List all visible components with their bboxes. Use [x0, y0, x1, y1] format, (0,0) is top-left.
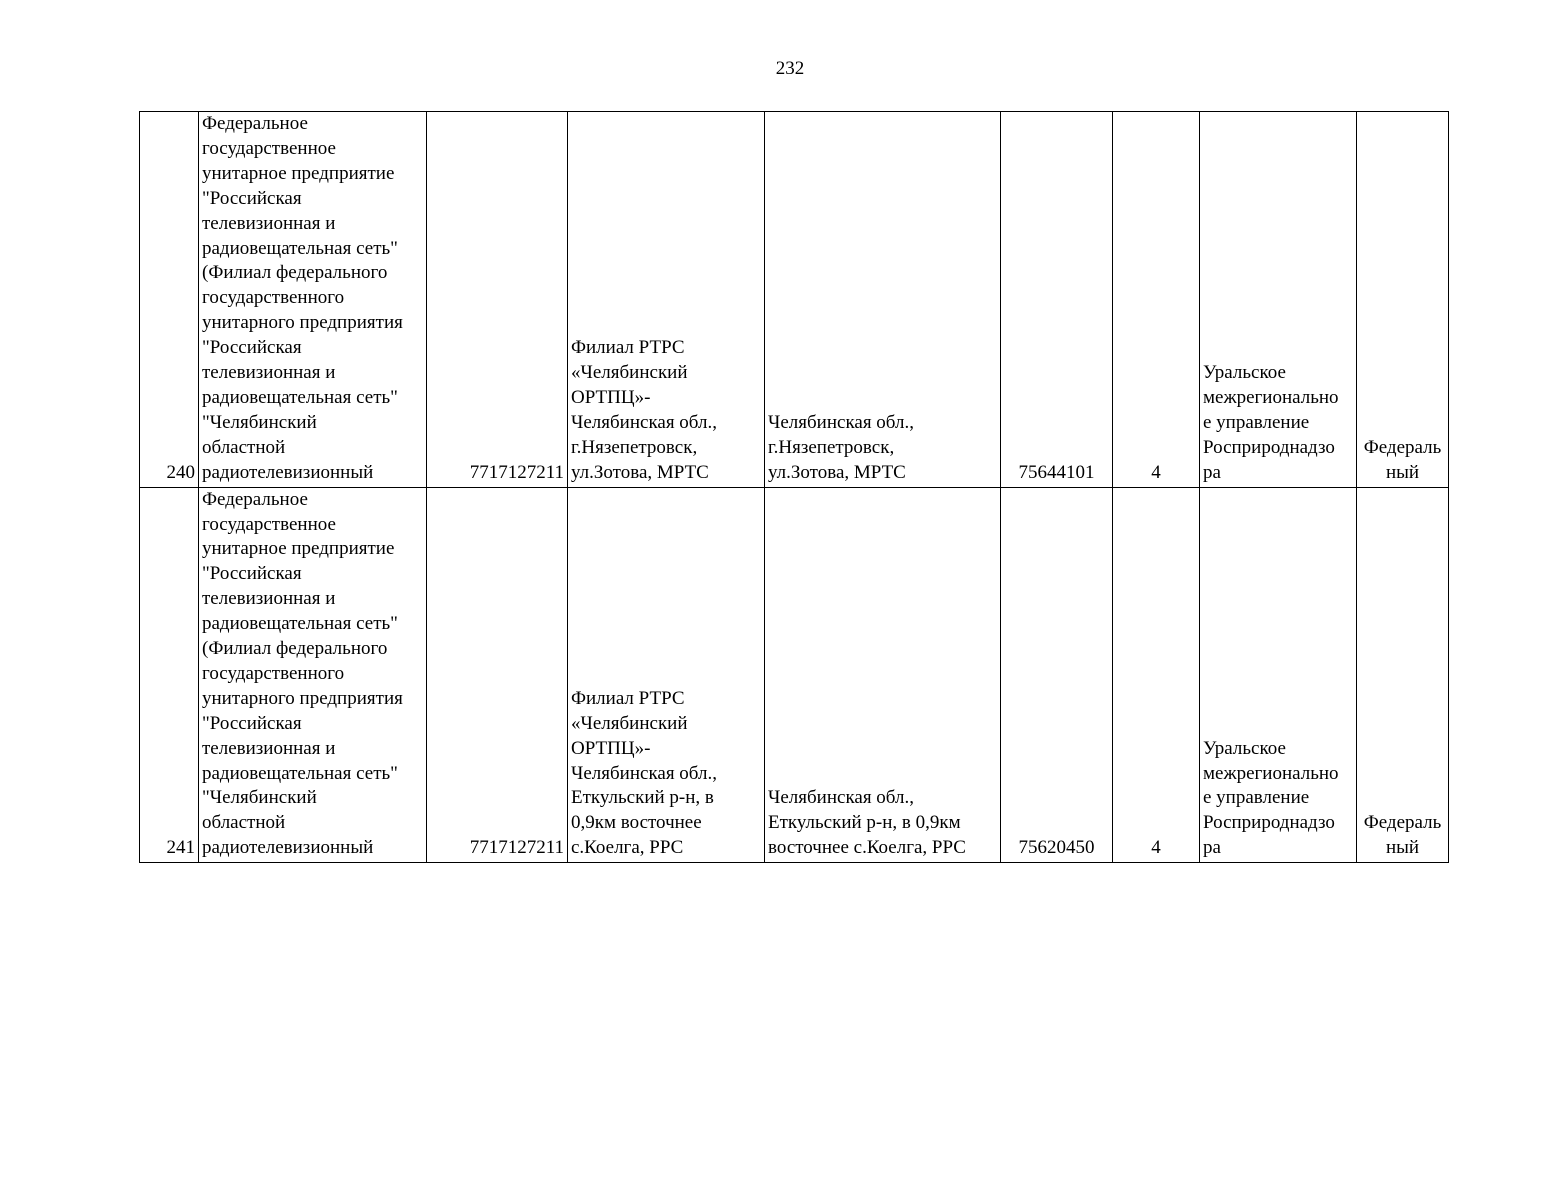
level-cell: Федераль ный [1357, 487, 1449, 863]
oktmo-cell: 75620450 [1001, 487, 1113, 863]
inn-cell: 7717127211 [427, 112, 568, 488]
page-number: 232 [775, 58, 805, 79]
organization-cell: Федеральное государственное унитарное предприятие "Российская телевизионная и радиовещательная сеть" (Филиал федерального государственного унитарного предприятия "Российская телевизионная и радиовещательная сеть" "Челябинский областной радиотелевизионный [199, 112, 427, 488]
authority-cell: Уральское межрегионально е управление Росприроднадзо ра [1200, 112, 1357, 488]
oktmo-cell: 75644101 [1001, 112, 1113, 488]
row-number-cell: 240 [140, 112, 199, 488]
category-cell: 4 [1113, 112, 1200, 488]
row-number-cell: 241 [140, 487, 199, 863]
inn-cell: 7717127211 [427, 487, 568, 863]
authority-cell: Уральское межрегионально е управление Росприроднадзо ра [1200, 487, 1357, 863]
level-cell: Федераль ный [1357, 112, 1449, 488]
table-row [140, 487, 1449, 863]
address-cell: Челябинская обл., г.Нязепетровск, ул.Зотова, МРТС [765, 112, 1001, 488]
object-cell: Филиал РТРС «Челябинский ОРТПЦ»- Челябинская обл., г.Нязепетровск, ул.Зотова, МРТС [568, 112, 765, 488]
registry-table [139, 111, 1449, 863]
object-cell: Филиал РТРС «Челябинский ОРТПЦ»- Челябинская обл., Еткульский р-н, в 0,9км восточнее с.Коелга, РРС [568, 487, 765, 863]
organization-cell: Федеральное государственное унитарное предприятие "Российская телевизионная и радиовещательная сеть" (Филиал федерального государственного унитарного предприятия "Российская телевизионная и радиовещательная сеть" "Челябинский областной радиотелевизионный [199, 487, 427, 863]
category-cell: 4 [1113, 487, 1200, 863]
address-cell: Челябинская обл., Еткульский р-н, в 0,9км восточнее с.Коелга, РРС [765, 487, 1001, 863]
table-row [140, 112, 1449, 488]
